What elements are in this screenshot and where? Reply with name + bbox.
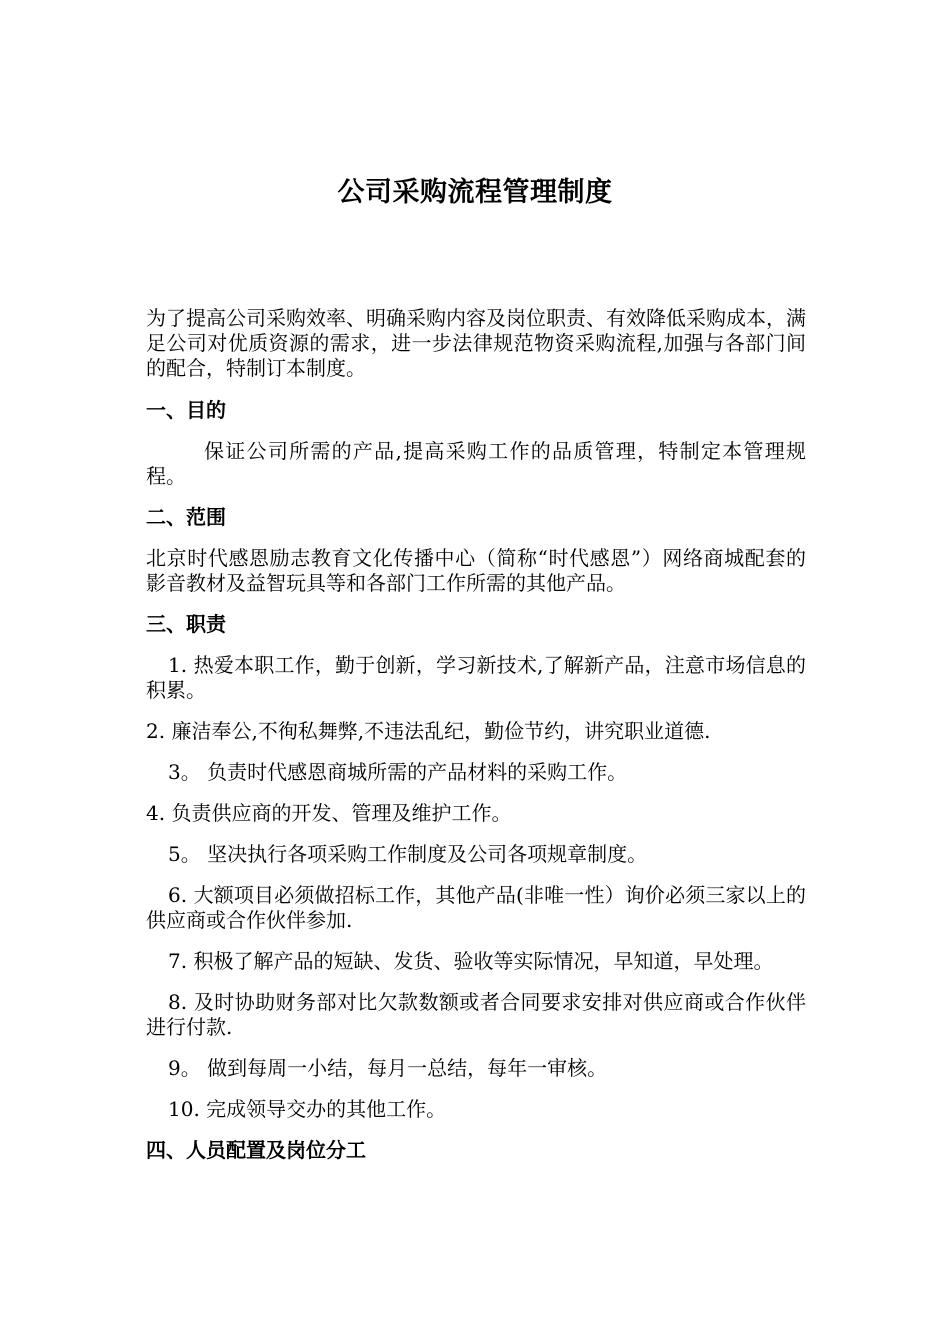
duty-item-7: 7. 积极了解产品的短缺、发货、验收等实际情况，早知道，早处理。 xyxy=(168,949,774,973)
section-body-scope: 北京时代感恩励志教育文化传播中心（简称“时代感恩”）网络商城配套的影音教材及益智玩具等和各部门工作所需的其他产品。 xyxy=(146,546,806,595)
section-heading-duties: 三、职责 xyxy=(146,612,226,636)
duty-item-2: 2. 廉洁奉公,不徇私舞弊,不违法乱纪，勤俭节约，讲究职业道德. xyxy=(146,719,711,743)
intro-paragraph: 为了提高公司采购效率、明确采购内容及岗位职责、有效降低采购成本，满足公司对优质资源的需求，进一步法律规范物资采购流程,加强与各部门间的配合，特制订本制度。 xyxy=(146,306,806,380)
section-body-purpose: 保证公司所需的产品,提高采购工作的品质管理，特制定本管理规程。 xyxy=(146,439,806,488)
document-title: 公司采购流程管理制度 xyxy=(337,177,613,208)
section-heading-staffing: 四、人员配置及岗位分工 xyxy=(146,1138,366,1162)
duty-item-1: 1. 热爱本职工作，勤于创新，学习新技术,了解新产品，注意市场信息的积累。 xyxy=(146,653,806,702)
duty-item-10: 10. 完成领导交办的其他工作。 xyxy=(168,1097,447,1121)
section-heading-purpose: 一、目的 xyxy=(146,398,226,422)
duty-item-9: 9。 做到每周一小结，每月一总结，每年一审核。 xyxy=(168,1056,608,1080)
section-heading-scope: 二、范围 xyxy=(146,505,226,529)
document-body xyxy=(146,306,806,1179)
duty-item-6: 6. 大额项目必须做招标工作，其他产品(非唯一性）询价必须三家以上的供应商或合作伙伴参加. xyxy=(146,883,806,932)
duty-item-4: 4. 负责供应商的开发、管理及维护工作。 xyxy=(146,801,512,825)
duty-item-5: 5。 坚决执行各项采购工作制度及公司各项规章制度。 xyxy=(168,842,648,866)
duty-item-3: 3。 负责时代感恩商城所需的产品材料的采购工作。 xyxy=(168,760,628,784)
duty-item-8: 8. 及时协助财务部对比欠款数额或者合同要求安排对供应商或合作伙伴进行付款. xyxy=(146,990,806,1039)
